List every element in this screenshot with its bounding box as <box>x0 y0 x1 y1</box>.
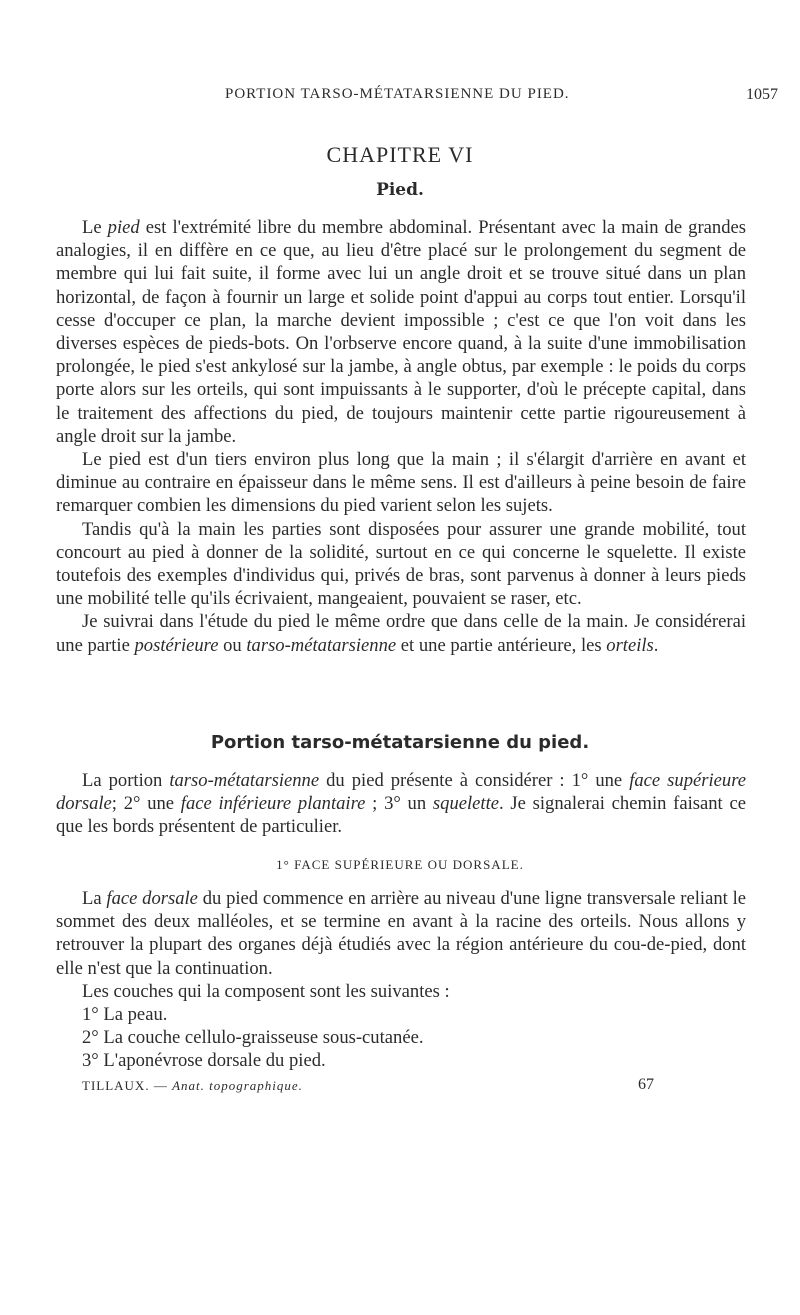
text-run: 1° La peau. <box>82 1004 168 1026</box>
paragraph <box>56 448 746 518</box>
text-run: est l'extrémité libre du membre abdominal. Présentant avec la main de grandes analogies, il en diffère en ce que, au lieu d'être placé sur le prolongement du segment de membre qui lui fait suite, il forme avec lui un angle droit et se trouve situé dans un plan horizontal, de façon à fournir un large et solide point d'appui au corps tout entier. Lorsqu'il cesse d'occuper ce plan, la marche devient impossible ; c'est ce que l'on voit dans les diverses espèces de pieds-bots. On l'orbserve encore quand, à la suite d'une immobilisation prolongée, le pied s'est ankylosé sur la jambe, à angle obtus, par exemple : le poids du corps porte alors sur les orteils, qui sont impuissants à le supporter, d'où le précepte capital, dans le traitement des affections du pied, de toujours maintenir cette partie rigoureusement à angle droit sur la jambe. <box>56 217 746 447</box>
text-run: Je suivrai dans l'étude du pied le même ordre que dans celle de la main. Je considérerai une partie <box>56 611 746 656</box>
intro-text-block <box>56 216 746 657</box>
paragraph <box>56 610 746 656</box>
signature-mark: 67 <box>638 1076 654 1093</box>
italic-term: face supérieure dorsale <box>56 770 746 815</box>
paragraph <box>56 1049 746 1072</box>
text-run: Tandis qu'à la main les parties sont disposées pour assurer une grande mobilité, tout concourt au pied à donner de la solidité, surtout en ce qui concerne le squelette. Il existe toutefois des exemples d'individus qui, privés de bras, sont parvenus à donner à leurs pieds une mobilité telle qu'ils écrivaient, mangeaient, pouvaient se raser, etc. <box>56 518 746 610</box>
footer-book-title: Anat. topographique. <box>172 1078 303 1093</box>
text-run: . <box>653 634 659 656</box>
text-run: 2° La couche cellulo-graisseuse sous-cutanée. <box>82 1027 424 1049</box>
running-header <box>0 80 800 110</box>
text-run: Le <box>82 217 108 238</box>
italic-term: orteils <box>606 634 654 656</box>
text-run: ou <box>218 634 247 656</box>
text-run: ; 3° un <box>365 793 433 815</box>
paragraph <box>56 887 746 980</box>
paragraph <box>56 980 746 1003</box>
footer-citation <box>82 1078 303 1094</box>
italic-term: pied <box>107 217 140 238</box>
portion-text-block <box>56 769 746 839</box>
paragraph <box>56 1003 746 1026</box>
text-run: Le pied est d'un tiers environ plus long que la main ; il s'élargit d'arrière en avant et diminue au contraire en épaisseur dans le même sens. Il est d'ailleurs à peine besoin de faire remarquer combien les dimensions du pied varient selon les sujets. <box>56 449 746 517</box>
text-run: La portion <box>82 770 170 791</box>
italic-term: face dorsale <box>106 888 198 909</box>
text-run: et une partie antérieure, les <box>396 634 607 656</box>
text-run: 3° L'aponévrose dorsale du pied. <box>82 1050 326 1072</box>
paragraph <box>56 769 746 839</box>
page-number: 1057 <box>746 86 778 103</box>
italic-term: postérieure <box>134 634 219 656</box>
text-run: du pied commence en arrière au niveau d'une ligne transversale reliant le sommet des deux malléoles, et se termine en avant à la racine des orteils. Nous allons y retrouver la plupart des organes déjà étudiés avec la région antérieure du cou-de-pied, dont elle n'est que la continuation. <box>56 888 746 979</box>
face-dorsale-text-block <box>56 887 746 1073</box>
text-run: La <box>82 888 107 909</box>
page-footer <box>82 1075 748 1099</box>
paragraph <box>56 1026 746 1049</box>
section-title: Pied. <box>376 180 424 200</box>
subheading: Portion tarso-métatarsienne du pied. <box>210 732 590 753</box>
face-dorsale-heading: 1° FACE SUPÉRIEURE OU DORSALE. <box>276 857 524 872</box>
paragraph <box>56 216 746 448</box>
chapter-title: CHAPITRE VI <box>326 142 474 167</box>
italic-term: tarso-métatarsienne <box>246 634 397 656</box>
footer-author: TILLAUX. <box>82 1078 150 1093</box>
paragraph <box>56 518 746 611</box>
footer-separator: — <box>149 1078 173 1093</box>
text-run: du pied présente à considérer : 1° une <box>319 770 630 791</box>
text-run: Les couches qui la composent sont les suivantes : <box>82 980 450 1002</box>
italic-term: tarso-métatarsienne <box>169 770 320 791</box>
italic-term: face inférieure plantaire <box>180 793 366 815</box>
text-run: ; 2° une <box>111 793 181 815</box>
italic-term: squelette <box>432 793 499 815</box>
text-run: . Je signalerai chemin faisant ce que les bords présentent de particulier. <box>56 793 746 838</box>
running-title: PORTION TARSO-MÉTATARSIENNE DU PIED. <box>225 86 570 102</box>
